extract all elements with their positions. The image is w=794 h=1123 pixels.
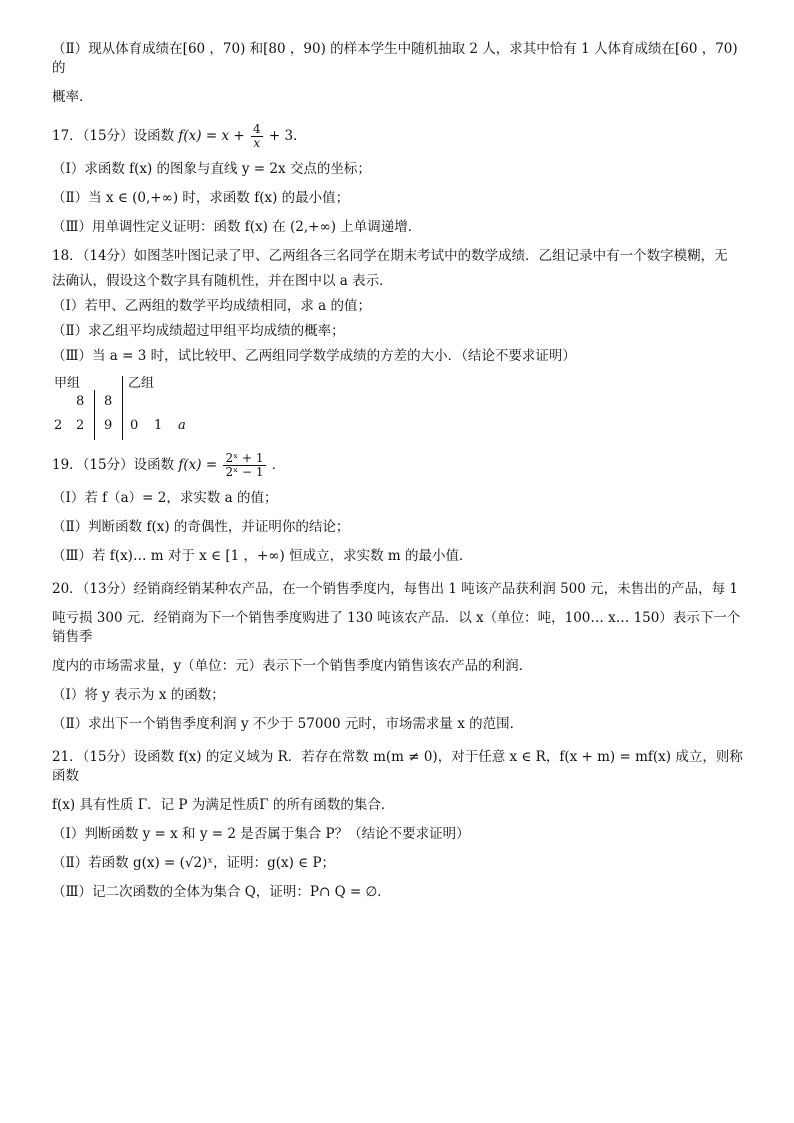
stem-row1: 8 bbox=[104, 394, 113, 409]
q20-item-1: （Ⅰ）将 y 表示为 x 的函数； bbox=[52, 687, 225, 703]
q18-item-1: （Ⅰ）若甲、乙两组的数学平均成绩相同，求 a 的值； bbox=[52, 298, 371, 314]
leaf-b-row2-3: a bbox=[178, 418, 186, 433]
q21-item-1: （Ⅰ）判断函数 y = x 和 y = 2 是否属于集合 P？（结论不要求证明） bbox=[52, 826, 470, 842]
question-17 bbox=[52, 123, 752, 237]
q19-function: f(x) = bbox=[178, 457, 218, 473]
leaf-a-row2-1: 2 bbox=[54, 418, 63, 433]
q20-heading: 20．（13分）经销商经销某种农产品，在一个销售季度内，每售出 1 吨该产品获利润 500 元，未售出的产品，每 1 bbox=[52, 581, 739, 597]
q17-item-2: （Ⅱ）当 x ∈ (0,+∞) 时，求函数 f(x) 的最小值； bbox=[52, 190, 350, 206]
leaf-b-row2-2: 1 bbox=[154, 418, 163, 433]
q16-part2-text: （Ⅱ）现从体育成绩在[60 ，70) 和[80 ，90) 的样本学生中随机抽取 2 人，求其中恰有 1 人体育成绩在[60 ，70) 的 bbox=[52, 41, 738, 76]
question-16-part-2 bbox=[52, 40, 752, 107]
q19-heading: 19．（15分）设函数 f(x) = $\frac{\text{2ˣ + 1}}{\text{2ˣ − 1}}$ ． bbox=[52, 451, 286, 479]
q17-function: f(x) = x + bbox=[178, 128, 245, 144]
q17-heading: 17．（15分）设函数 f(x) = x + $\frac{4}{x}$ + 3． bbox=[52, 122, 307, 150]
question-18 bbox=[52, 247, 752, 442]
q20-item-2: （Ⅱ）求出下一个销售季度利润 y 不少于 57000 元时，市场需求量 x 的范围． bbox=[52, 716, 524, 732]
q17-item-1: （Ⅰ）求函数 f(x) 的图象与直线 y = 2x 交点的坐标； bbox=[52, 161, 371, 177]
q18-heading: 18．（14分）如图茎叶图记录了甲、乙两组各三名同学在期末考试中的数学成绩．乙组记录中有一个数字模糊，无 bbox=[52, 248, 728, 264]
question-21 bbox=[52, 748, 752, 902]
q21-item-2: （Ⅱ）若函数 g(x) = (√2)ˣ，证明：g(x) ∈ P； bbox=[52, 855, 336, 871]
leaf-b-row2-1: 0 bbox=[130, 418, 139, 433]
stem-row2: 9 bbox=[104, 418, 113, 433]
q20-heading-cont-2: 度内的市场需求量，y（单位：元）表示下一个销售季度内销售该农产品的利润． bbox=[52, 658, 533, 674]
stem-leaf-plot bbox=[54, 372, 224, 442]
q19-item-3: （Ⅲ）若 f(x)… m 对于 x ∈ [1 ，+∞) 恒成立，求实数 m 的最小值． bbox=[52, 548, 473, 564]
q17-item-3: （Ⅲ）用单调性定义证明：函数 f(x) 在 (2,+∞) 上单调递增． bbox=[52, 219, 422, 235]
question-19 bbox=[52, 452, 752, 566]
stem-divider-left bbox=[94, 390, 95, 440]
leaf-a-row2-2: 2 bbox=[76, 418, 85, 433]
q19-item-1: （Ⅰ）若 f（a）= 2，求实数 a 的值； bbox=[52, 490, 278, 506]
q16-part2-text-cont: 概率． bbox=[52, 89, 93, 105]
q17-fraction: $\frac{4}{x}$ bbox=[252, 122, 261, 150]
q21-heading-cont: f(x) 具有性质 Γ．记 P 为满足性质Γ 的所有函数的集合． bbox=[52, 797, 395, 813]
q18-item-3: （Ⅲ）当 a = 3 时，试比较甲、乙两组同学数学成绩的方差的大小．（结论不要求证明） bbox=[52, 348, 576, 364]
stem-divider-right bbox=[122, 376, 123, 440]
q18-item-2: （Ⅱ）求乙组平均成绩超过甲组平均成绩的概率； bbox=[52, 323, 345, 339]
question-20 bbox=[52, 580, 752, 734]
q21-item-3: （Ⅲ）记二次函数的全体为集合 Q，证明：P∩ Q = ∅． bbox=[52, 884, 391, 900]
q20-heading-cont-1: 吨亏损 300 元．经销商为下一个销售季度购进了 130 吨该农产品．以 x（单位：吨，100… x… 150）表示下一个销售季 bbox=[52, 610, 741, 645]
stem-leaf-label-group-a: 甲组 bbox=[54, 376, 81, 391]
q19-fraction: $\frac{\text{2ˣ + 1}}{\text{2ˣ − 1}}$ bbox=[225, 451, 264, 479]
q19-item-2: （Ⅱ）判断函数 f(x) 的奇偶性，并证明你的结论； bbox=[52, 519, 350, 535]
leaf-a-row1: 8 bbox=[76, 394, 85, 409]
q18-heading-cont: 法确认，假设这个数字具有随机性，并在图中以 a 表示． bbox=[52, 273, 393, 289]
exam-page bbox=[52, 40, 752, 902]
stem-leaf-label-group-b: 乙组 bbox=[128, 376, 155, 391]
q21-heading: 21．（15分）设函数 f(x) 的定义域为 R．若存在常数 m(m ≠ 0)，对于任意 x ∈ R，f(x + m) = mf(x) 成立，则称函数 bbox=[52, 749, 743, 784]
